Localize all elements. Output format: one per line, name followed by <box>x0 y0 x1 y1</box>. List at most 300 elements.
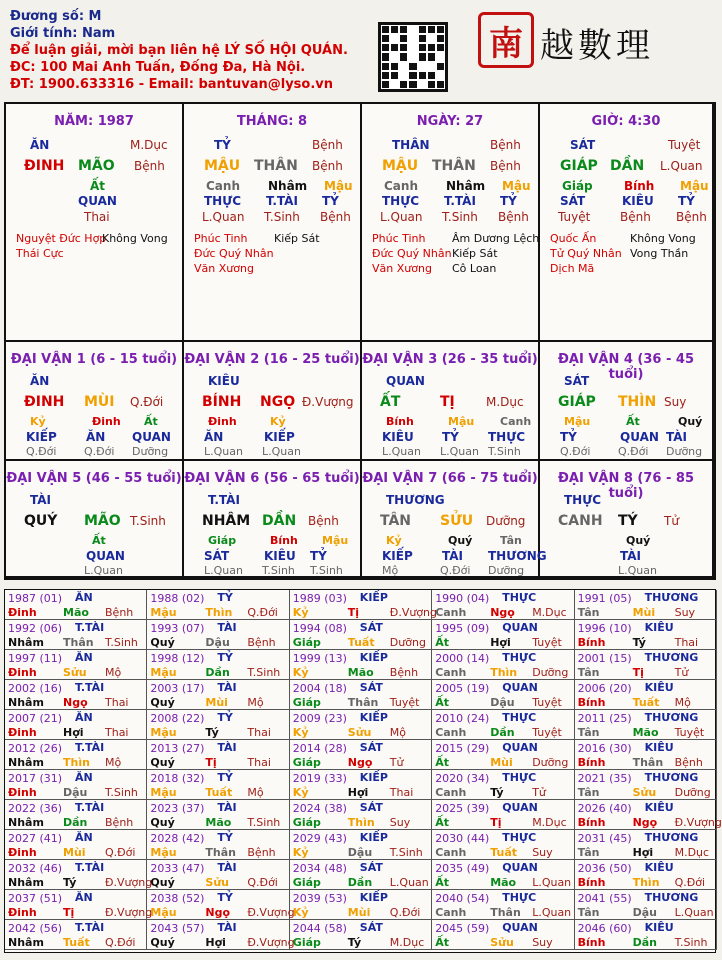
year-status: L.Quan <box>674 906 714 919</box>
year-status: Q.Đới <box>247 606 278 619</box>
dai-van-hidden-status: L.Quan <box>84 564 123 577</box>
dai-van-hidden-status: Mộ <box>382 564 399 577</box>
year-god: THƯƠNG <box>644 711 699 724</box>
year-cell <box>575 800 722 830</box>
year-chi: Tuất <box>632 696 660 709</box>
year-label: 2008 (22) <box>150 712 205 725</box>
year-label: 2032 (46) <box>8 862 63 875</box>
year-cell <box>290 800 432 830</box>
pillar-hidden-god: T.TÀI <box>266 194 298 208</box>
star-right: Cô Loan <box>452 262 497 275</box>
year-status: Thai <box>247 726 271 739</box>
year-god: QUAN <box>502 621 538 634</box>
year-god: THƯƠNG <box>644 831 699 844</box>
header-info <box>10 8 348 93</box>
year-chi: Thân <box>347 696 379 709</box>
chart-grid <box>4 102 716 580</box>
year-cell <box>290 890 432 920</box>
year-cell <box>432 890 574 920</box>
year-can: Bính <box>577 636 606 649</box>
dai-van-status: T.Sinh <box>130 514 166 528</box>
dai-van-hidden-god: THỰC <box>488 430 526 444</box>
year-can: Mậu <box>150 906 177 919</box>
year-can: Giáp <box>292 636 321 649</box>
year-chi: Dậu <box>205 636 230 649</box>
year-can: Giáp <box>292 696 321 709</box>
dai-van-status: Đ.Vượng <box>302 395 354 409</box>
dai-van-can: GIÁP <box>558 394 596 410</box>
phone-email-line: ĐT: 1900.633316 - Email: bantuvan@lyso.vn <box>10 77 334 92</box>
gender: Giới tính: Nam <box>10 26 116 41</box>
pillar-hidden-status: L.Quan <box>380 210 423 224</box>
star-left: Quốc Ấn <box>550 232 597 245</box>
year-god: KIÊU <box>644 681 674 694</box>
year-cell <box>147 710 289 740</box>
pillar-hidden-status: Thai <box>84 210 110 224</box>
year-chi: Thìn <box>347 816 375 829</box>
dai-van-hidden-status: T.Sinh <box>262 564 295 577</box>
dai-van-hidden-stem: Canh <box>500 415 532 428</box>
pillar-2 <box>362 104 540 342</box>
year-chi: Hợi <box>490 636 511 649</box>
year-cell <box>5 830 147 860</box>
year-god: TỶ <box>217 891 233 904</box>
year-god: SÁT <box>359 861 383 874</box>
year-cell <box>290 590 437 620</box>
year-god: THỰC <box>502 651 537 664</box>
year-status: L.Quan <box>389 876 429 889</box>
pillar-can: MẬU <box>204 158 241 174</box>
year-label: 1991 (05) <box>577 592 632 605</box>
year-can: Quý <box>150 936 175 949</box>
star-left: Tử Quý Nhân <box>550 247 622 260</box>
year-status: L.Quan <box>532 876 572 889</box>
year-status: Tử <box>532 786 546 799</box>
year-chi: Mùi <box>63 846 86 859</box>
year-status: T.Sinh <box>247 666 281 679</box>
year-god: THỰC <box>502 711 537 724</box>
year-status: Đ.Vượng <box>389 606 437 619</box>
year-can: Canh <box>435 906 467 919</box>
year-label: 2026 (40) <box>577 802 632 815</box>
year-can: Mậu <box>150 666 177 679</box>
year-can: Nhâm <box>8 816 44 829</box>
year-status: Tuyệt <box>532 696 562 709</box>
dai-van-chi: SỬU <box>440 513 474 529</box>
dai-van-chi: MÃO <box>84 513 121 529</box>
year-chi: Mùi <box>490 756 513 769</box>
year-can: Tân <box>577 786 600 799</box>
year-label: 2038 (52) <box>150 892 205 905</box>
year-cell <box>147 740 289 770</box>
dai-van-hidden-status: L.Quan <box>382 445 421 458</box>
year-label: 1997 (11) <box>8 652 63 665</box>
dai-van-7 <box>362 461 547 578</box>
year-can: Tân <box>577 906 600 919</box>
dai-van-hidden-stem: Kỷ <box>386 534 402 547</box>
year-can: Ất <box>435 876 449 889</box>
logo-seal: 南 <box>478 12 534 68</box>
year-label: 2017 (31) <box>8 772 63 785</box>
dai-van-god: KIÊU <box>208 374 240 388</box>
year-god: TÀI <box>217 861 237 874</box>
year-chi: Ngọ <box>205 906 231 919</box>
dai-van-can: TÂN <box>380 513 412 529</box>
dai-van-status: Dưỡng <box>486 514 526 528</box>
year-can: Ất <box>435 936 449 949</box>
dai-van-hidden-stem: Tân <box>500 534 522 547</box>
year-label: 2035 (49) <box>435 862 490 875</box>
dai-van-can: CANH <box>558 513 603 529</box>
pillar-hidden-status: Bệnh <box>620 210 651 224</box>
year-cell <box>5 590 147 620</box>
dai-van-hidden-god: KIÊU <box>264 549 296 563</box>
dai-van-1 <box>6 342 184 461</box>
year-cell <box>290 740 432 770</box>
year-chi: Dần <box>205 666 230 679</box>
year-label: 2016 (30) <box>577 742 632 755</box>
year-god: KIÊU <box>644 801 674 814</box>
year-god: SÁT <box>359 741 383 754</box>
year-cell <box>5 770 147 800</box>
year-can: Bính <box>577 696 606 709</box>
star-left: Đức Quý Nhân <box>194 247 274 260</box>
pillar-hidden-god: KIÊU <box>622 194 654 208</box>
year-god: THƯƠNG <box>644 591 699 604</box>
year-chi: Dần <box>490 726 515 739</box>
year-god: KIẾP <box>359 891 388 904</box>
dai-van-hidden-status: L.Quan <box>204 564 243 577</box>
pillar-hidden-status: T.Sinh <box>264 210 300 224</box>
year-chi: Ngọ <box>490 606 515 619</box>
dai-van-hidden-god: TỶ <box>310 549 327 563</box>
pillar-god: TỶ <box>214 138 231 152</box>
dai-van-hidden-god: KIẾP <box>382 549 413 563</box>
year-god: THƯƠNG <box>644 891 699 904</box>
year-label: 2009 (23) <box>292 712 347 725</box>
dai-van-god: THỰC <box>564 493 602 507</box>
year-label: 2004 (18) <box>292 682 347 695</box>
dai-van-status: Tử <box>664 514 679 528</box>
year-label: 2010 (24) <box>435 712 490 725</box>
year-god: TỶ <box>217 651 233 664</box>
year-god: KIÊU <box>644 921 674 934</box>
year-can: Tân <box>577 846 600 859</box>
year-status: Mộ <box>247 696 264 709</box>
dai-van-hidden-god: TỶ <box>442 430 459 444</box>
year-can: Bính <box>577 876 606 889</box>
year-label: 2037 (51) <box>8 892 63 905</box>
year-label: 2022 (36) <box>8 802 63 815</box>
year-label: 2013 (27) <box>150 742 205 755</box>
year-god: TÀI <box>217 681 237 694</box>
year-cell <box>432 590 574 620</box>
year-status: Q.Đới <box>105 846 136 859</box>
year-status: Đ.Vượng <box>247 936 295 949</box>
year-can: Canh <box>435 786 467 799</box>
year-chi: Mùi <box>632 606 656 619</box>
year-chi: Tý <box>490 786 504 799</box>
year-chi: Dậu <box>63 786 88 799</box>
year-cell <box>432 740 574 770</box>
year-god: QUAN <box>502 921 538 934</box>
pillar-top-status: Tuyệt <box>668 138 701 152</box>
year-god: T.TÀI <box>75 921 105 934</box>
year-status: M.Dục <box>674 846 710 859</box>
year-chi: Tị <box>63 906 75 919</box>
year-god: KIÊU <box>644 861 674 874</box>
year-cell <box>290 860 432 890</box>
year-cell <box>290 620 432 650</box>
pillar-3 <box>540 104 714 342</box>
year-god: ĂN <box>75 651 93 664</box>
dai-van-hidden-god: QUAN <box>620 430 659 444</box>
dai-van-hidden-status: L.Quan <box>204 445 243 458</box>
year-cell <box>147 890 295 920</box>
year-can: Đinh <box>8 606 37 619</box>
year-label: 2014 (28) <box>292 742 347 755</box>
year-label: 1987 (01) <box>8 592 63 605</box>
year-cell <box>147 620 289 650</box>
dai-van-hidden-status: Dưỡng <box>488 564 525 577</box>
year-label: 2045 (59) <box>435 922 490 935</box>
year-label: 1999 (13) <box>292 652 347 665</box>
dai-van-hidden-god: QUAN <box>86 549 125 563</box>
year-cell <box>147 650 289 680</box>
year-chi: Ngọ <box>63 696 88 709</box>
year-can: Mậu <box>150 786 177 799</box>
year-status: Thai <box>247 756 271 769</box>
year-can: Quý <box>150 816 175 829</box>
year-status: M.Dục <box>389 936 425 949</box>
year-label: 1995 (09) <box>435 622 490 635</box>
year-status: Thai <box>105 726 129 739</box>
pillar-chi: MÃO <box>78 158 115 174</box>
pillar-hidden-stem: Mậu <box>324 179 353 193</box>
dai-van-title: ĐẠI VẬN 5 (46 - 55 tuổi) <box>6 471 182 486</box>
year-cell <box>5 890 153 920</box>
pillar-chi-status: Bệnh <box>312 159 343 173</box>
year-cell <box>147 680 289 710</box>
year-chi: Tuất <box>490 846 517 859</box>
pillar-god: THÂN <box>392 138 430 152</box>
year-label: 2011 (25) <box>577 712 632 725</box>
pillar-chi-status: L.Quan <box>660 159 703 173</box>
year-chi: Sửu <box>632 786 657 799</box>
dai-van-2 <box>184 342 362 461</box>
year-cell <box>290 650 432 680</box>
year-label: 2018 (32) <box>150 772 205 785</box>
dai-van-hidden-god: ĂN <box>86 430 106 444</box>
contact-line: Để luận giải, mời bạn liên hệ LÝ SỐ HỘI QUÁN. <box>10 43 348 58</box>
year-status: Mộ <box>674 696 691 709</box>
year-status: Suy <box>389 816 411 829</box>
year-label: 1994 (08) <box>292 622 347 635</box>
year-chi: Tý <box>63 876 77 889</box>
star-left: Nguyệt Đức Hợp <box>16 232 107 245</box>
year-can: Ất <box>435 756 449 769</box>
year-chi: Ngọ <box>347 756 373 769</box>
pillar-chi-status: Bệnh <box>134 159 165 173</box>
year-label: 2034 (48) <box>292 862 347 875</box>
year-god: KIẾP <box>359 591 388 604</box>
year-status: Thai <box>674 636 699 649</box>
pillar-hidden-god: TỶ <box>322 194 339 208</box>
year-status: T.Sinh <box>389 846 423 859</box>
pillar-hidden-stem: Mậu <box>680 179 709 193</box>
year-status: Bệnh <box>247 846 276 859</box>
year-cell <box>290 770 432 800</box>
year-god: T.TÀI <box>75 681 105 694</box>
year-chi: Mùi <box>347 906 371 919</box>
dai-van-hidden-god: QUAN <box>132 430 171 444</box>
star-left: Thái Cực <box>16 247 64 260</box>
year-status: Đ.Vượng <box>105 906 153 919</box>
year-god: ĂN <box>75 711 93 724</box>
year-cell <box>5 680 147 710</box>
pillar-top-status: Bệnh <box>490 138 521 152</box>
year-chi: Tị <box>632 666 644 679</box>
dai-van-hidden-stem: Quý <box>626 534 651 547</box>
dai-van-hidden-stem: Kỷ <box>270 415 286 428</box>
dai-van-hidden-stem: Đinh <box>92 415 121 428</box>
dai-van-title: ĐẠI VẬN 2 (16 - 25 tuổi) <box>184 352 360 367</box>
star-left: Dịch Mã <box>550 262 595 275</box>
dai-van-god: QUAN <box>386 374 425 388</box>
dai-van-god: SÁT <box>564 374 590 388</box>
year-chi: Thân <box>632 756 664 769</box>
year-god: THƯƠNG <box>644 651 699 664</box>
year-can: Quý <box>150 696 175 709</box>
year-god: TỶ <box>217 771 233 784</box>
year-status: Đ.Vượng <box>247 906 295 919</box>
dai-van-hidden-stem: Bính <box>270 534 298 547</box>
star-right: Kiếp Sát <box>452 247 498 260</box>
year-can: Kỷ <box>292 786 309 799</box>
star-right: Âm Dương Lệch <box>452 232 540 245</box>
pillar-hidden-stem: Mậu <box>502 179 531 193</box>
year-god: KIẾP <box>359 651 388 664</box>
year-can: Ất <box>435 636 449 649</box>
year-cell <box>290 680 432 710</box>
year-can: Đinh <box>8 786 37 799</box>
dai-van-hidden-stem: Mậu <box>448 415 475 428</box>
year-god: TỶ <box>217 711 233 724</box>
year-cell <box>432 770 574 800</box>
year-status: Tuyệt <box>532 726 562 739</box>
year-can: Giáp <box>292 876 321 889</box>
year-can: Kỷ <box>292 726 309 739</box>
dai-van-title: ĐẠI VẬN 6 (56 - 65 tuổi) <box>184 471 360 486</box>
year-label: 2001 (15) <box>577 652 632 665</box>
dai-van-status: Q.Đới <box>130 395 164 409</box>
dai-van-hidden-status: Q.Đới <box>618 445 649 458</box>
dai-van-god: TÀI <box>30 493 52 507</box>
year-cell <box>5 920 147 950</box>
year-label: 2021 (35) <box>577 772 632 785</box>
pillar-hidden-god: QUAN <box>78 194 117 208</box>
year-label: 2012 (26) <box>8 742 63 755</box>
star-left: Đức Quý Nhân <box>372 247 452 260</box>
dai-van-hidden-god: THƯƠNG <box>488 549 547 563</box>
year-god: THỰC <box>502 771 537 784</box>
year-chi: Mão <box>205 816 232 829</box>
year-status: Q.Đới <box>674 876 706 889</box>
year-can: Bính <box>577 936 606 949</box>
dai-van-8 <box>540 461 714 578</box>
year-can: Đinh <box>8 846 37 859</box>
year-status: L.Quan <box>532 906 572 919</box>
pillar-title: THÁNG: 8 <box>236 114 308 129</box>
year-label: 2030 (44) <box>435 832 490 845</box>
year-label: 2041 (55) <box>577 892 632 905</box>
year-god: KIÊU <box>644 621 674 634</box>
year-cell <box>575 920 717 950</box>
year-status: T.Sinh <box>674 936 708 949</box>
dai-van-hidden-stem: Mậu <box>322 534 349 547</box>
year-god: T.TÀI <box>75 621 105 634</box>
dai-van-3 <box>362 342 540 461</box>
year-can: Ất <box>435 696 449 709</box>
year-cell <box>5 860 153 890</box>
year-label: 2031 (45) <box>577 832 632 845</box>
year-status: Tuyệt <box>674 726 705 739</box>
year-status: M.Dục <box>532 606 567 619</box>
year-cell <box>575 590 717 620</box>
year-status: M.Dục <box>532 816 567 829</box>
year-label: 2027 (41) <box>8 832 63 845</box>
dai-van-hidden-stem: Giáp <box>208 534 237 547</box>
year-can: Quý <box>150 756 175 769</box>
year-can: Quý <box>150 876 175 889</box>
year-can: Giáp <box>292 816 321 829</box>
year-god: THỰC <box>502 891 537 904</box>
year-status: Bệnh <box>247 636 276 649</box>
year-can: Nhâm <box>8 876 44 889</box>
year-chi: Dần <box>63 816 88 829</box>
year-can: Bính <box>577 816 606 829</box>
year-chi: Thân <box>63 636 94 649</box>
address-line: ĐC: 100 Mai Anh Tuấn, Đống Đa, Hà Nội. <box>10 60 306 75</box>
pillar-hidden-stem: Canh <box>206 179 240 193</box>
year-cell <box>5 710 147 740</box>
dai-van-hidden-god: ĂN <box>204 430 224 444</box>
year-status: Mộ <box>389 726 407 739</box>
dai-van-chi: MÙI <box>84 394 115 410</box>
year-chi: Mão <box>490 876 517 889</box>
year-status: Q.Đới <box>105 936 136 949</box>
year-cell <box>290 830 432 860</box>
dai-van-hidden-god: TÀI <box>442 549 464 563</box>
year-label: 2005 (19) <box>435 682 490 695</box>
year-can: Đinh <box>8 906 37 919</box>
year-status: Mộ <box>247 786 264 799</box>
year-chi: Hợi <box>63 726 84 739</box>
year-god: TÀI <box>217 741 237 754</box>
dai-van-title: ĐẠI VẬN 1 (6 - 15 tuổi) <box>10 352 178 367</box>
year-cell <box>432 710 574 740</box>
pillar-can: GIÁP <box>560 158 598 174</box>
year-chi: Tý <box>205 726 219 739</box>
year-can: Kỷ <box>292 906 309 919</box>
dai-van-hidden-god: TÀI <box>620 549 642 563</box>
year-status: Bệnh <box>105 816 134 829</box>
year-cell <box>575 830 717 860</box>
pillar-title: GIỜ: 4:30 <box>591 114 661 129</box>
year-god: TÀI <box>217 921 237 934</box>
pillar-hidden-status: Tuyệt <box>558 210 591 224</box>
year-can: Mậu <box>150 726 177 739</box>
